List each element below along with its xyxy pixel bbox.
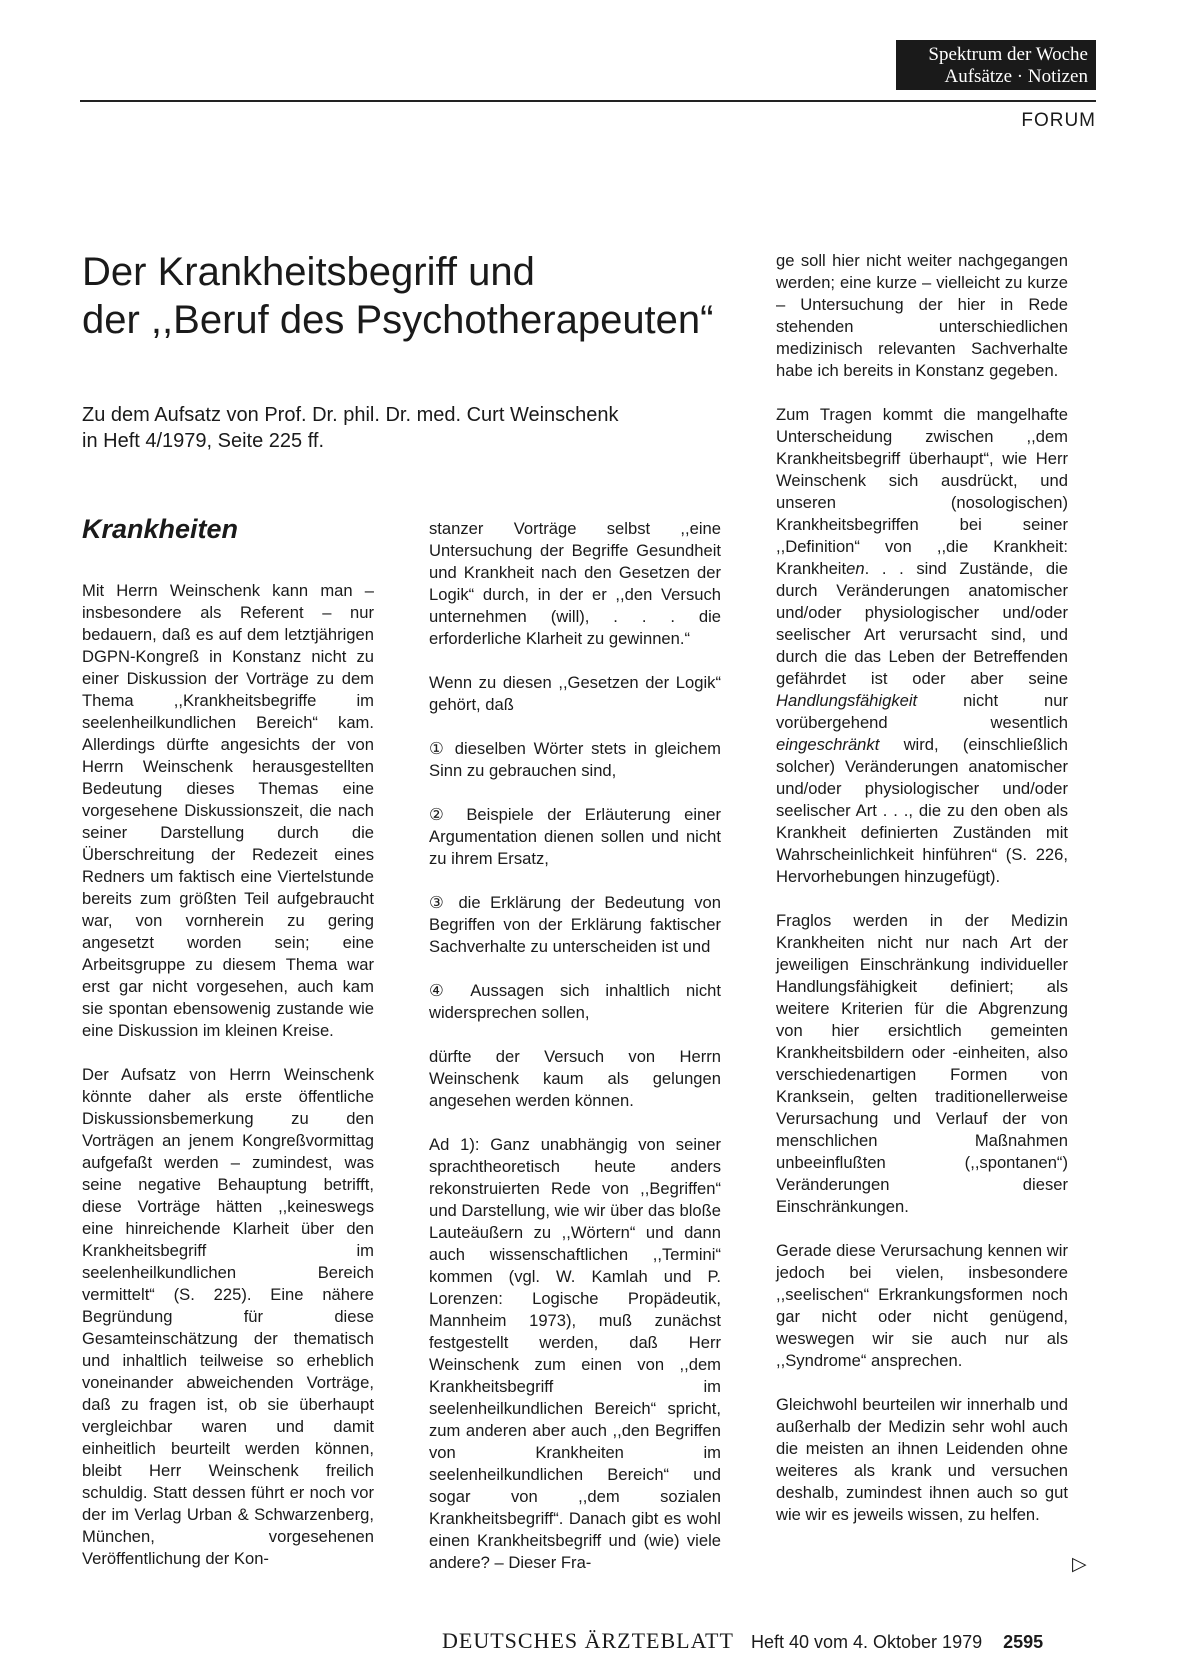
paragraph: Gerade diese Verursachung kennen wir jedoch bei vielen, insbesondere ,,seelischen“ Erkrankungsformen noch gar nicht oder nicht genügend, weswegen wir sie auch nur als ,,Syndrome“ ansprechen. — [776, 1241, 1068, 1370]
section-heading: Krankheiten — [82, 514, 239, 544]
paragraph: stanzer Vorträge selbst ,,eine Untersuchung der Begriffe Gesundheit und Krankheit nach den Gesetzen der Logik“ durch, in der er ,,den Versuch unternehmen (will), . . . die erforderliche Klarheit zu gewinnen.“ — [429, 519, 721, 648]
paragraph: Wenn zu diesen ,,Gesetzen der Logik“ gehört, daß — [429, 673, 721, 714]
page-number: 2595 — [1003, 1632, 1044, 1652]
text-run: wird, (einschließlich solcher) Veränderungen anatomischer und/oder physiologischer und/oder seelischer Art . . ., die zu den oben als Krankheit definierten Zuständen mit Wahrscheinlichkeit hinführen“ (S. 226, Hervorhebungen hinzugefügt). — [776, 735, 1068, 886]
text-run: . . . sind Zustände, die durch Veränderungen anatomischer und/oder physiologischer und/oder seelischer Art verursacht sind, und durch die das Leben der Betreffenden gefährdet ist oder aber seine — [776, 559, 1068, 688]
subtitle-line-2: in Heft 4/1979, Seite 225 ff. — [82, 430, 325, 452]
issue-info: Heft 40 vom 4. Oktober 1979 — [750, 1632, 983, 1652]
paragraph: Fraglos werden in der Medizin Krankheiten nicht nur nach Art der jeweiligen Einschränkung individueller Handlungsfähigkeit definiert; als weitere Kriterien für die Abgrenzung von hier ersichtlich gemeinten Krankheitsbildern oder -einheiten, also verschiedenartigen Formen von Kranksein, gelten traditionellerweise Verursachung und Verlauf der von menschlichen Maßnahmen unbeeinflußten (,,spontanen“) Veränderungen dieser Einschränkungen. — [776, 911, 1068, 1216]
page-footer — [442, 1628, 1043, 1654]
text-column-3 — [776, 250, 1068, 1548]
journal-name: DEUTSCHES ÄRZTEBLATT — [442, 1628, 734, 1653]
article-title — [82, 248, 782, 344]
section-label: FORUM — [1021, 110, 1096, 131]
list-item: ① dieselben Wörter stets in gleichem Sinn zu gebrauchen sind, — [429, 739, 721, 780]
badge-line-1: Spektrum der Woche — [928, 44, 1088, 65]
paragraph: Gleichwohl beurteilen wir innerhalb und außerhalb der Medizin sehr wohl auch die meisten an ihnen Leidenden ohne weiteres als krank und versuchen deshalb, zumindest ihnen auch so gut wie wir es jeweils wissen, zu helfen. — [776, 1395, 1068, 1524]
paragraph: Ad 1): Ganz unabhängig von seiner sprachtheoretisch heute anders rekonstruierten Rede von ,,Begriffen“ und Darstellung, wie wir über das bloße Lauteäußern zu ,,Wörtern“ und dann auch wissenschaftlichen ,,Termini“ kommen (vgl. W. Kamlah und P. Lorenzen: Logische Propädeutik, Mannheim 1973), muß zunächst festgestellt werden, daß Herr Weinschenk zum einen von ,,dem Krankheitsbegriff im seelenheilkundlichen Bereich“ spricht, zum anderen aber auch ,,den Begriffen von Krankheiten im seelenheilkundlichen Bereich“ und sogar von ,,dem sozialen Krankheitsbegriff“. Danach gibt es wohl einen Krankheitsbegriff und (wie) viele andere? – Dieser Fra- — [429, 1135, 721, 1572]
title-line-2: der ,,Beruf des Psychotherapeuten“ — [82, 298, 714, 342]
badge-line-2: Aufsätze · Notizen — [944, 66, 1088, 87]
text-run: nicht nur vorübergehend wesentlich — [776, 691, 1068, 732]
emphasis: eingeschränkt — [776, 735, 880, 754]
emphasis: Handlungsfähigkeit — [776, 691, 918, 710]
article-subtitle — [82, 402, 722, 454]
paragraph: Der Aufsatz von Herrn Weinschenk könnte daher als erste öffentliche Diskussionsbemerkung zu den Vorträgen an jenem Kongreßvormittag aufgefaßt werden – zumindest, was seine negative Behauptung betrifft, diese Vorträge hätten ,,keineswegs eine hinreichende Klarheit über den Krankheitsbegriff im seelenheilkundlichen Bereich vermittelt“ (S. 225). Eine nähere Begründung für diese Gesamteinschätzung der thematisch und inhaltlich teilweise so erheblich voneinander abweichenden Vorträge, daß zu fragen ist, ob sie überhaupt vergleichbar waren und damit einheitlich beurteilt werden können, bleibt Herr Weinschenk freilich schuldig. Statt dessen führt er noch vor der im Verlag Urban & Schwarzenberg, München, vorgesehenen Veröffentlichung der Kon- — [82, 1065, 374, 1568]
subtitle-line-1: Zu dem Aufsatz von Prof. Dr. phil. Dr. med. Curt Weinschenk — [82, 404, 619, 426]
title-line-1: Der Krankheitsbegriff und — [82, 250, 535, 294]
list-item: ② Beispiele der Erläuterung einer Argumentation dienen sollen und nicht zu ihrem Ersatz, — [429, 805, 721, 868]
text-column-1 — [82, 580, 374, 1592]
text-run: Zum Tragen kommt die mangelhafte Unterscheidung zwischen ,,dem Krankheitsbegriff überhaupt“, wie Herr Weinschenk sich ausdrückt, und unseren (nosologischen) Krankheitsbegriffen bei seiner ,,Definition“ von ,,die Krankheit: Krankheit — [776, 405, 1068, 578]
magazine-section-badge — [896, 40, 1096, 90]
paragraph — [776, 404, 1068, 888]
paragraph: ge soll hier nicht weiter nachgegangen werden; eine kurze – vielleicht zu kurze – Untersuchung der hier in Rede stehenden unterschiedlichen medizinisch relevanten Sachverhalte habe ich bereits in Konstanz gegeben. — [776, 251, 1068, 380]
list-item: ③ die Erklärung der Bedeutung von Begriffen von der Erklärung faktischer Sachverhalte zu unterscheiden ist und — [429, 893, 721, 956]
list-item: ④ Aussagen sich inhaltlich nicht widersprechen sollen, — [429, 981, 721, 1022]
text-column-2 — [429, 518, 721, 1596]
continue-arrow-icon: ▷ — [1072, 1554, 1087, 1575]
emphasis: en — [846, 559, 865, 578]
header-rule — [80, 100, 1096, 102]
paragraph: dürfte der Versuch von Herrn Weinschenk kaum als gelungen angesehen werden können. — [429, 1047, 721, 1110]
paragraph: Mit Herrn Weinschenk kann man – insbesondere als Referent – nur bedauern, daß es auf dem letztjährigen DGPN-Kongreß in Konstanz nicht zu einer Diskussion der Vorträge zu dem Thema ,,Krankheitsbegriffe im seelenheilkundlichen Bereich“ kam. Allerdings dürfte angesichts der von Herrn Weinschenk herausgestellten Bedeutung dieses Themas eine vorgesehene Diskussionszeit, die nach seiner Darstellung durch die Überschreitung der Redezeit eines Redners um faktisch eine Viertelstunde bereits zum größten Teil aufgebraucht war, von vornherein zu gering angesetzt worden sein; eine Arbeitsgruppe zu diesem Thema war erst gar nicht vorgesehen, auch kam sie spontan ebensowenig zustande wie eine Diskussion im kleinen Kreise. — [82, 581, 374, 1040]
